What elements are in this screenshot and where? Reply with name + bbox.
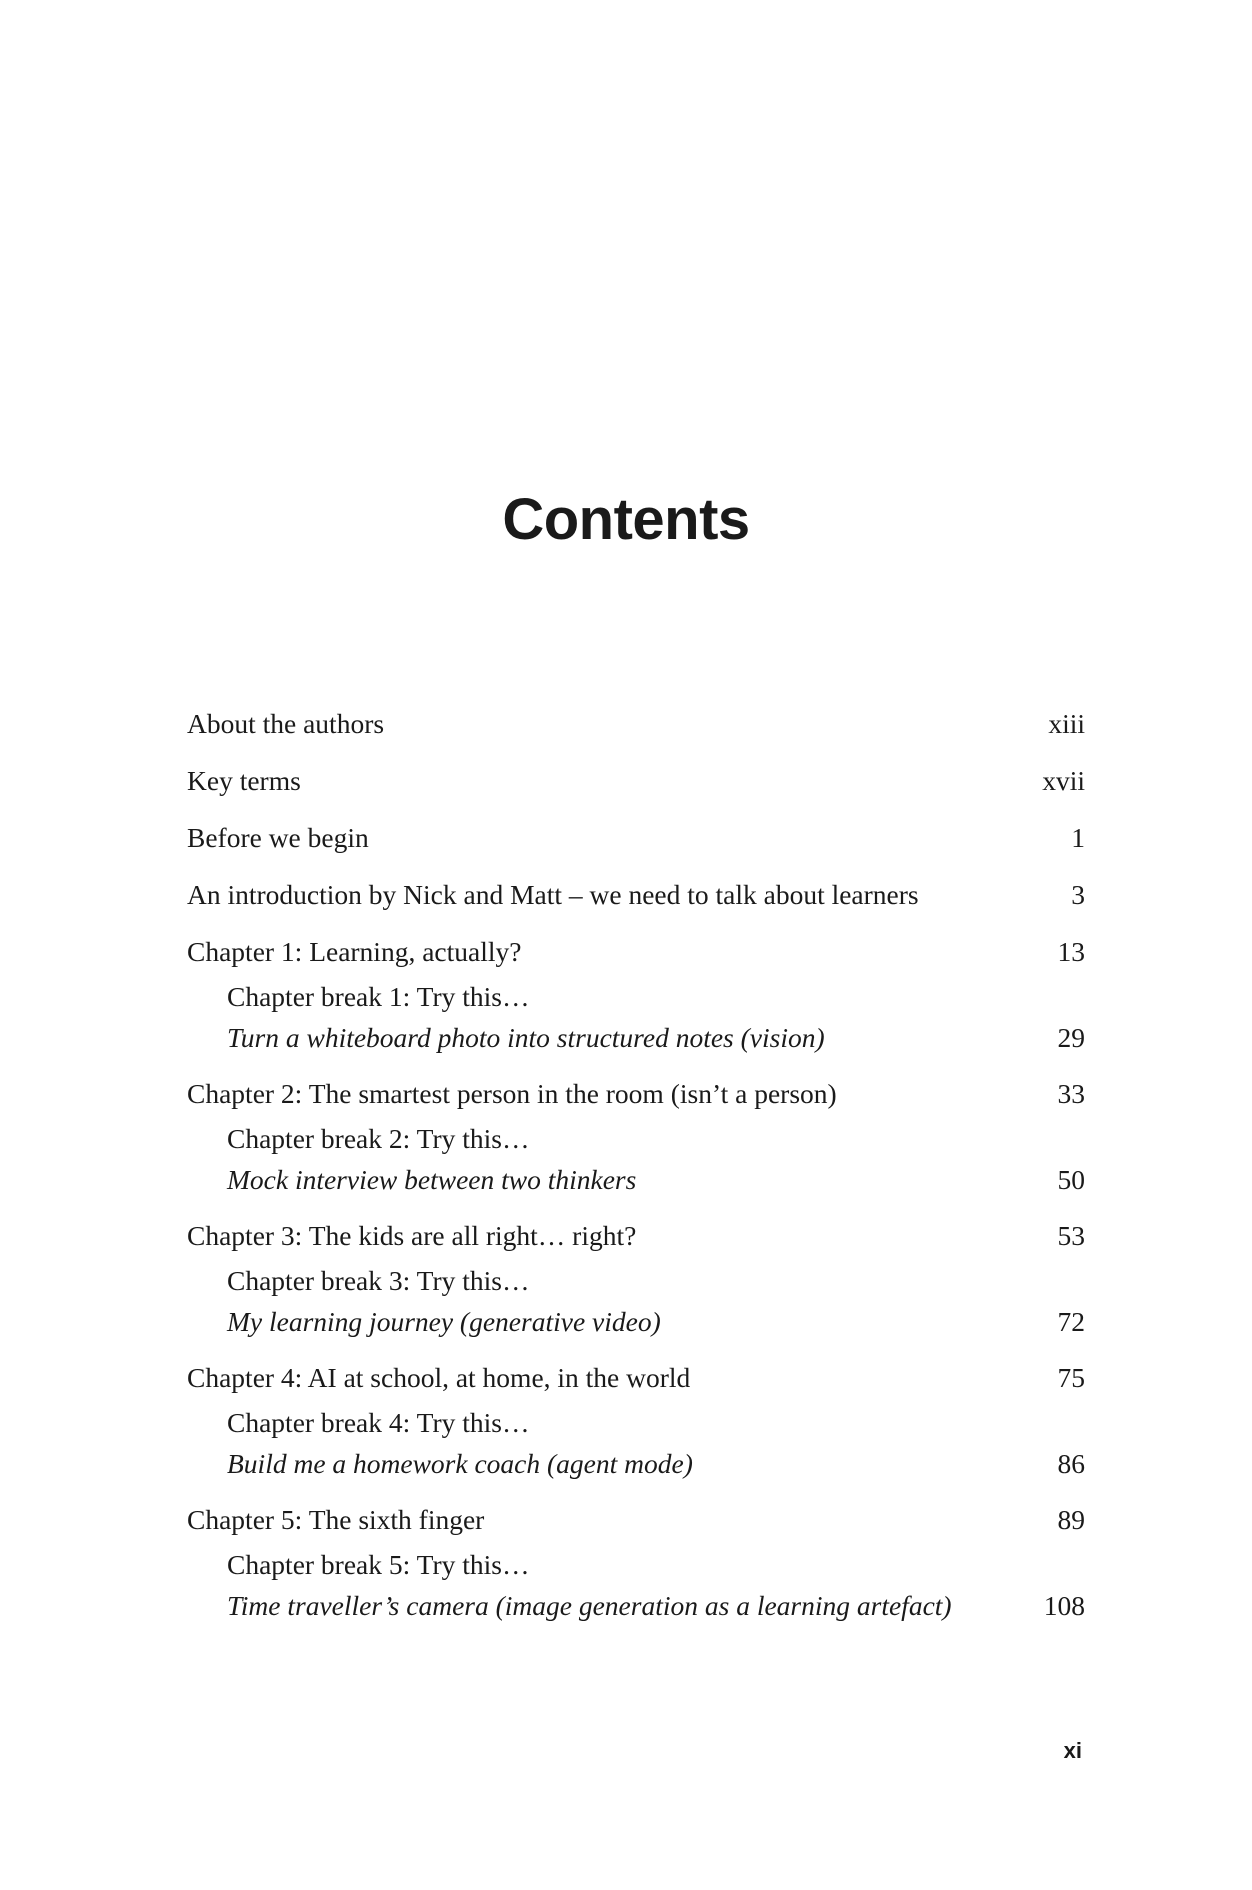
chapter-page: 53 xyxy=(1057,1220,1085,1251)
toc-entry-label: An introduction by Nick and Matt – we need to talk about learners xyxy=(187,879,919,910)
toc-entry-label: Key terms xyxy=(187,765,301,796)
chapter-label: Chapter 1: Learning, actually? xyxy=(187,936,522,967)
chapter-break-row xyxy=(227,1301,1085,1343)
chapter-break xyxy=(187,1261,1085,1343)
chapter-page: 33 xyxy=(1057,1078,1085,1109)
toc-entry-label: About the authors xyxy=(187,708,385,739)
toc-entry-page: xiii xyxy=(1048,708,1085,739)
chapter-row xyxy=(187,1356,1085,1400)
chapter-break-page: 108 xyxy=(1043,1590,1085,1621)
chapter-break-heading: Chapter break 4: Try this… xyxy=(227,1407,530,1438)
toc-chapter-5 xyxy=(187,1498,1085,1627)
chapter-row xyxy=(187,930,1085,974)
chapter-row xyxy=(187,1072,1085,1116)
chapter-break-heading: Chapter break 2: Try this… xyxy=(227,1123,530,1154)
chapter-row xyxy=(187,1498,1085,1542)
chapter-label: Chapter 5: The sixth finger xyxy=(187,1504,485,1535)
chapter-break xyxy=(187,977,1085,1059)
chapter-break-page: 50 xyxy=(1057,1164,1085,1195)
toc-chapter-2 xyxy=(187,1072,1085,1201)
chapter-page: 89 xyxy=(1057,1504,1085,1535)
chapter-break-row xyxy=(227,1159,1085,1201)
chapter-break-row xyxy=(227,1017,1085,1059)
toc-entry-before-we-begin xyxy=(187,816,1085,860)
chapter-break-page: 86 xyxy=(1057,1448,1085,1479)
chapter-label: Chapter 4: AI at school, at home, in the world xyxy=(187,1362,691,1393)
chapter-break xyxy=(187,1545,1085,1627)
toc-entry-page: 3 xyxy=(1071,879,1085,910)
chapter-page: 75 xyxy=(1057,1362,1085,1393)
chapter-break-row xyxy=(227,1585,1085,1627)
chapter-break-title: Mock interview between two thinkers xyxy=(227,1164,637,1195)
chapter-break-title: Time traveller’s camera (image generation as a learning artefact) xyxy=(227,1590,952,1621)
page-title: Contents xyxy=(502,487,750,552)
chapter-break-title: My learning journey (generative video) xyxy=(227,1306,661,1337)
chapter-break-page: 72 xyxy=(1057,1306,1085,1337)
chapter-label: Chapter 2: The smartest person in the room (isn’t a person) xyxy=(187,1078,837,1109)
chapter-break xyxy=(187,1403,1085,1485)
chapter-break-row xyxy=(227,1443,1085,1485)
toc-entry-about-the-authors xyxy=(187,702,1085,746)
chapter-break-page: 29 xyxy=(1057,1022,1085,1053)
toc-chapter-4 xyxy=(187,1356,1085,1485)
chapter-break-heading: Chapter break 5: Try this… xyxy=(227,1549,530,1580)
toc-entry-page: xvii xyxy=(1042,765,1085,796)
chapter-row xyxy=(187,1214,1085,1258)
toc-entry-page: 1 xyxy=(1071,822,1085,853)
table-of-contents xyxy=(187,702,1085,1640)
page-number: xi xyxy=(1063,1738,1082,1763)
chapter-break xyxy=(187,1119,1085,1201)
toc-chapter-1 xyxy=(187,930,1085,1059)
chapter-break-heading: Chapter break 3: Try this… xyxy=(227,1265,530,1296)
chapter-page: 13 xyxy=(1057,936,1085,967)
toc-entry-key-terms xyxy=(187,759,1085,803)
toc-entry-label: Before we begin xyxy=(187,822,369,853)
toc-chapter-3 xyxy=(187,1214,1085,1343)
chapter-break-title: Build me a homework coach (agent mode) xyxy=(227,1448,693,1479)
chapter-label: Chapter 3: The kids are all right… right? xyxy=(187,1220,637,1251)
chapter-break-heading: Chapter break 1: Try this… xyxy=(227,981,530,1012)
chapter-break-title: Turn a whiteboard photo into structured notes (vision) xyxy=(227,1022,825,1053)
toc-entry-introduction xyxy=(187,873,1085,917)
